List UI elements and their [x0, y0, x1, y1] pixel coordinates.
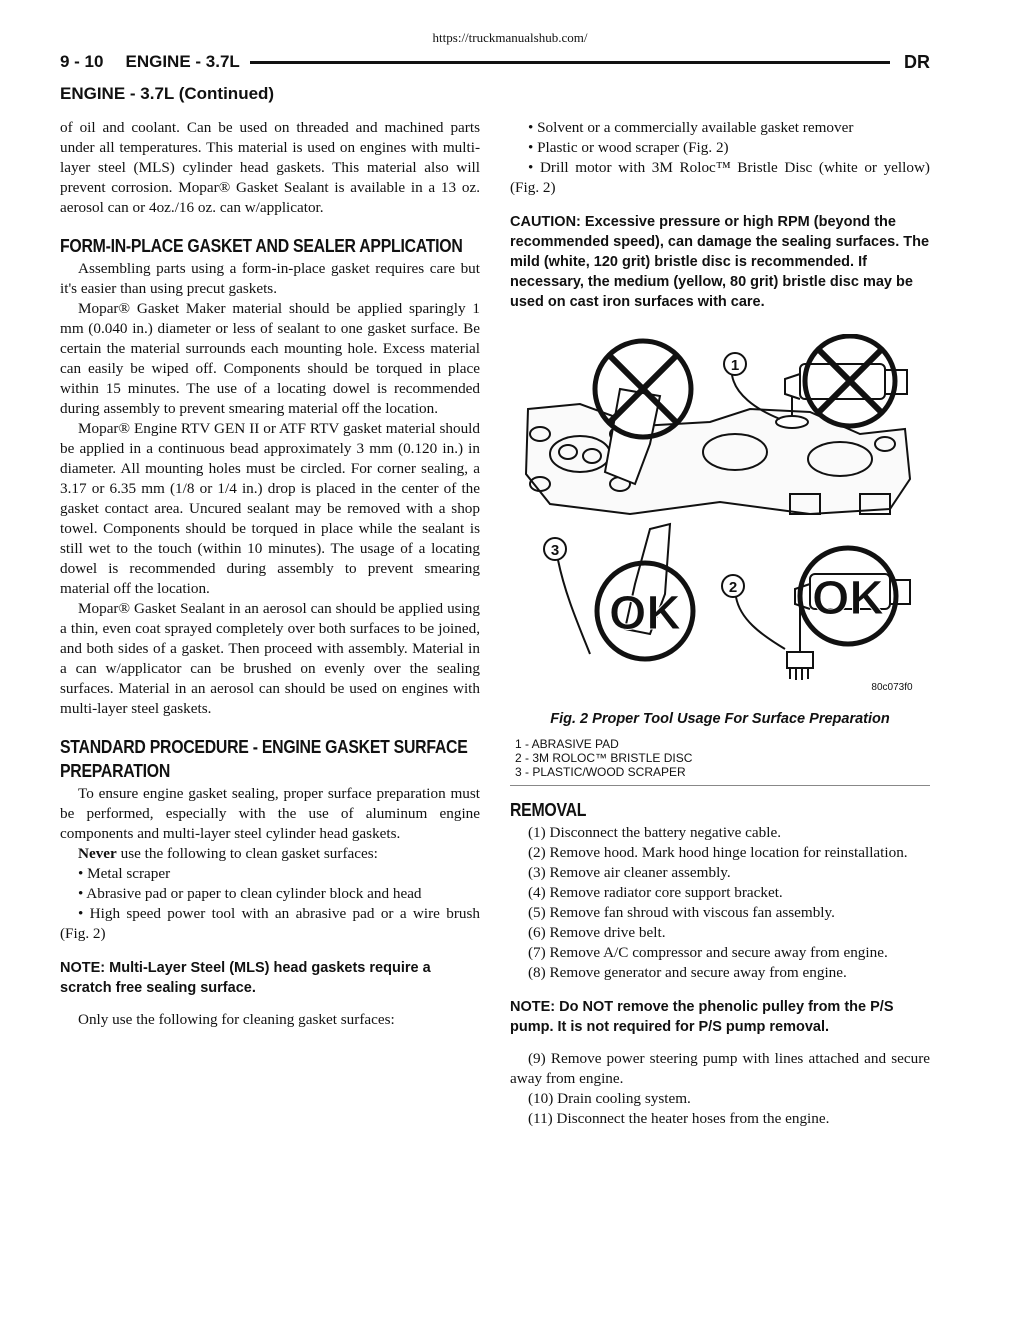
figure-code: 80c073f0: [871, 682, 913, 693]
callout-3-label: 3: [550, 542, 560, 559]
legend-item: 1 - ABRASIVE PAD: [515, 737, 619, 751]
section-title: ENGINE - 3.7L: [125, 52, 240, 71]
paragraph: Mopar® Gasket Maker material should be applied sparingly 1 mm (0.040 in.) diameter or less of sealant to one gasket surface. Be certain the material surrounds each mounting hole. Excess material can easily be wiped off. Components should be torqued in place within 15 minutes. The use of a locating dowel is recommended during assembly to prevent smearing material off the location.: [60, 300, 480, 417]
step-item: (1) Disconnect the battery negative cable.: [528, 824, 782, 841]
header-rule: [250, 61, 890, 64]
callout-2-label: 2: [728, 579, 738, 596]
heading-removal: REMOVAL: [510, 800, 587, 820]
legend-item: 2 - 3M ROLOC™ BRISTLE DISC: [515, 751, 693, 765]
right-column: [510, 118, 930, 1129]
tool-usage-figure: [510, 334, 930, 699]
heading-form-in-place: FORM-IN-PLACE GASKET AND SEALER APPLICATION: [60, 236, 463, 256]
paragraph: Mopar® Engine RTV GEN II or ATF RTV gasket material should be applied in a continuous bead approximately 3 mm (0.120 in.) in diameter. All mounting holes must be circled. For corner sealing, a 3.17 or 6.35 mm (1/8 or 1/4 in.) drop is placed in the center of the gasket contact area. Uncured sealant may be removed with a shop towel. Components should be torqued in place while the sealant is still wet to the touch (within 10 minutes). The usage of a locating dowel is recommended during assembly to prevent smearing material off the location.: [60, 420, 480, 597]
bullet-item: • Plastic or wood scraper (Fig. 2): [528, 139, 729, 156]
bullet-item: • Drill motor with 3M Roloc™ Bristle Disc (white or yellow) (Fig. 2): [510, 159, 930, 196]
step-item: (11) Disconnect the heater hoses from the engine.: [528, 1110, 830, 1127]
paragraph: Mopar® Gasket Sealant in an aerosol can should be applied using a thin, even coat sprayed completely over both surfaces to be joined, and both sides of a gasket. Then proceed with assembly. Material in a can w/applicator can be brushed on evenly over the sealing surfaces. Material in an aerosol can should be used on engines with multi-layer steel gaskets.: [60, 600, 480, 717]
continued-title: ENGINE - 3.7L (Continued): [60, 84, 275, 103]
legend-item: 3 - PLASTIC/WOOD SCRAPER: [515, 765, 686, 779]
bullet-item: • High speed power tool with an abrasive pad or a wire brush (Fig. 2): [60, 905, 480, 942]
ok-label-left: OK: [609, 587, 681, 640]
bullet-item: • Metal scraper: [78, 865, 171, 882]
note-mls: NOTE: Multi-Layer Steel (MLS) head gaskets require a scratch free sealing surface.: [60, 960, 431, 996]
callout-3-leader: [558, 560, 590, 654]
model-tag: DR: [904, 51, 930, 72]
callout-1-label: 1: [730, 357, 740, 374]
source-url[interactable]: https://truckmanualshub.com/: [432, 30, 588, 45]
paragraph: Assembling parts using a form-in-place gasket requires care but it's easier than using precut gaskets.: [60, 260, 480, 297]
callout-2-leader: [736, 597, 785, 649]
paragraph: Only use the following for cleaning gasket surfaces:: [78, 1011, 395, 1028]
heading-surface-preparation: STANDARD PROCEDURE - ENGINE GASKET SURFACE PREPARATION: [60, 737, 468, 781]
step-item: (9) Remove power steering pump with lines attached and secure away from engine.: [510, 1050, 930, 1087]
paragraph: To ensure engine gasket sealing, proper surface preparation must be performed, especially with the use of aluminum engine components and multi-layer steel cylinder head gaskets.: [60, 785, 480, 842]
never-word: Never: [78, 845, 117, 862]
cylinder-head-illustration: [526, 404, 910, 514]
intro-paragraph: of oil and coolant. Can be used on threaded and machined parts under all temperatures. This material is used on engines with multi-layer steel (MLS) cylinder head gaskets. This material also will prevent corrosion. Mopar® Gasket Sealant is available in a 13 oz. aerosol can or 4oz./16 oz. can w/applicator.: [60, 119, 480, 216]
page-header: [60, 50, 930, 74]
step-item: (10) Drain cooling system.: [528, 1090, 691, 1107]
bullet-item: • Abrasive pad or paper to clean cylinder block and head: [78, 885, 422, 902]
step-item: (5) Remove fan shroud with viscous fan assembly.: [528, 904, 835, 921]
note-phenolic-pulley: NOTE: Do NOT remove the phenolic pulley from the P/S pump. It is not required for P/S pump removal.: [510, 999, 894, 1035]
bullet-item: • Solvent or a commercially available gasket remover: [528, 119, 854, 136]
legend-divider: [510, 785, 930, 786]
step-item: (6) Remove drive belt.: [528, 924, 666, 941]
step-item: (4) Remove radiator core support bracket.: [528, 884, 783, 901]
figure-legend: [515, 737, 930, 779]
never-text: use the following to clean gasket surfaces:: [116, 845, 378, 862]
ok-label-right: OK: [812, 572, 884, 625]
left-column: [60, 118, 480, 1030]
never-paragraph: [60, 844, 480, 864]
page-number: 9 - 10: [60, 52, 104, 71]
step-item: (7) Remove A/C compressor and secure away from engine.: [528, 944, 888, 961]
step-item: (3) Remove air cleaner assembly.: [528, 864, 731, 881]
figure-caption: Fig. 2 Proper Tool Usage For Surface Preparation: [550, 711, 890, 727]
caution-note: CAUTION: Excessive pressure or high RPM (beyond the recommended speed), can damage the sealing surfaces. The mild (white, 120 grit) bristle disc is recommended. If necessary, the medium (yellow, 80 grit) bristle disc may be used on cast iron surfaces with care.: [510, 214, 930, 310]
step-item: (2) Remove hood. Mark hood hinge location for reinstallation.: [528, 844, 908, 861]
step-item: (8) Remove generator and secure away from engine.: [528, 964, 847, 981]
